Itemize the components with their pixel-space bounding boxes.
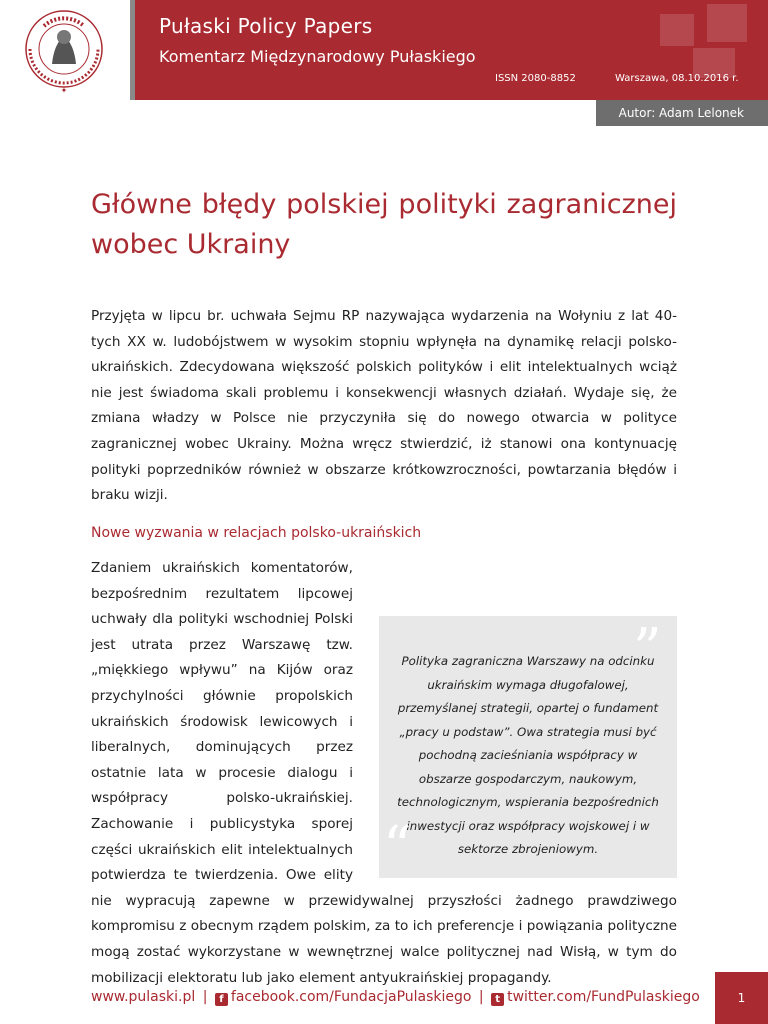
quote-open-mark-icon: ” <box>633 617 662 682</box>
foundation-logo <box>0 0 130 100</box>
twitter-link[interactable]: twitter.com/FundPulaskiego <box>507 989 700 1005</box>
pull-quote <box>379 616 677 878</box>
quote-close-mark-icon: “ <box>383 815 412 880</box>
svg-text:✦: ✦ <box>60 86 68 95</box>
series-title: Pułaski Policy Papers <box>159 14 373 38</box>
header-banner <box>135 0 768 100</box>
facebook-icon: f <box>215 993 228 1006</box>
page-title: Główne błędy polskiej polityki zagranicznej wobec Ukrainy <box>91 189 677 260</box>
body-paragraph-text: Zdaniem ukraińskich komentatorów, bezpośrednim rezultatem lipcowej uchwały dla polityki wschodniej Polski jest utrata przez Warszawę tzw. „miękkiego wpływu” na Kijów oraz przychylności głównie propolskich ukraińskich środowisk lewicowych i liberalnych, dominujących przez ostatnie lata w procesie dialogu i współpracy polsko-ukraińskiej. Zachowanie i publicystyka sporej części ukraińskich elit intelektualnych potwierdza te twierdzenia. Owe elity nie wypracują zapewne w przewidywalnej przyszłości żadnego prawdziwego kompromisu z obecnym rządem polskim, za to ich preferencje i powiązania polityczne mogą zostać wykorzystane w wewnętrznej walce politycznej nad Wisłą, w tym do mobilizacji elektoratu lub jako element antyukraińskiej propagandy. <box>91 560 677 986</box>
issn-number: ISSN 2080-8852 <box>495 73 576 84</box>
footer-separator: | <box>202 989 208 1005</box>
footer-separator: | <box>478 989 484 1005</box>
publication-date: Warszawa, 08.10.2016 r. <box>615 73 739 84</box>
decor-square <box>707 4 747 42</box>
page-number: 1 <box>715 972 768 1024</box>
pull-quote-text: Polityka zagraniczna Warszawy na odcinku ukraińskim wymaga długofalowej, przemyślanej strategii, opartej o fundament „pracy u podstaw”. Owa strategia musi być pochodną zacieśniania współpracy w obszarze gospodarczym, naukowym, technologicznym, wspierania bezpośrednich inwestycji oraz współpracy wojskowej i w sektorze zbrojeniowym. <box>397 654 659 856</box>
facebook-link[interactable]: facebook.com/FundacjaPulaskiego <box>230 989 472 1005</box>
twitter-icon: t <box>491 993 504 1006</box>
website-link[interactable]: www.pulaski.pl <box>91 989 196 1005</box>
decor-square <box>660 14 694 46</box>
intro-paragraph: Przyjęta w lipcu br. uchwała Sejmu RP nazywająca wydarzenia na Wołyniu z lat 40-tych XX w. ludobójstwem w wysokim stopniu wpłynęła na dynamikę relacji polsko-ukraińskich. Zdecydowana większość polskich polityków i elit intelektualnych wciąż nie jest świadoma skali problemu i konsekwencji własnych działań. Wydaje się, że zmiana władzy w Polsce nie przyczyniła się do nowego otwarcia w polityce zagranicznej wobec Ukrainy. Można wręcz stwierdzić, iż stanowi ona kontynuację polityki poprzedników również w obszarze krótkowzroczności, powtarzania błędów i braku wizji. <box>91 308 677 504</box>
series-subtitle: Komentarz Międzynarodowy Pułaskiego <box>159 47 476 66</box>
section-heading: Nowe wyzwania w relacjach polsko-ukraińskich <box>91 525 422 541</box>
footer-links <box>91 989 700 1006</box>
foundation-seal-icon <box>14 4 114 96</box>
author-label: Autor: Adam Lelonek <box>596 100 768 126</box>
